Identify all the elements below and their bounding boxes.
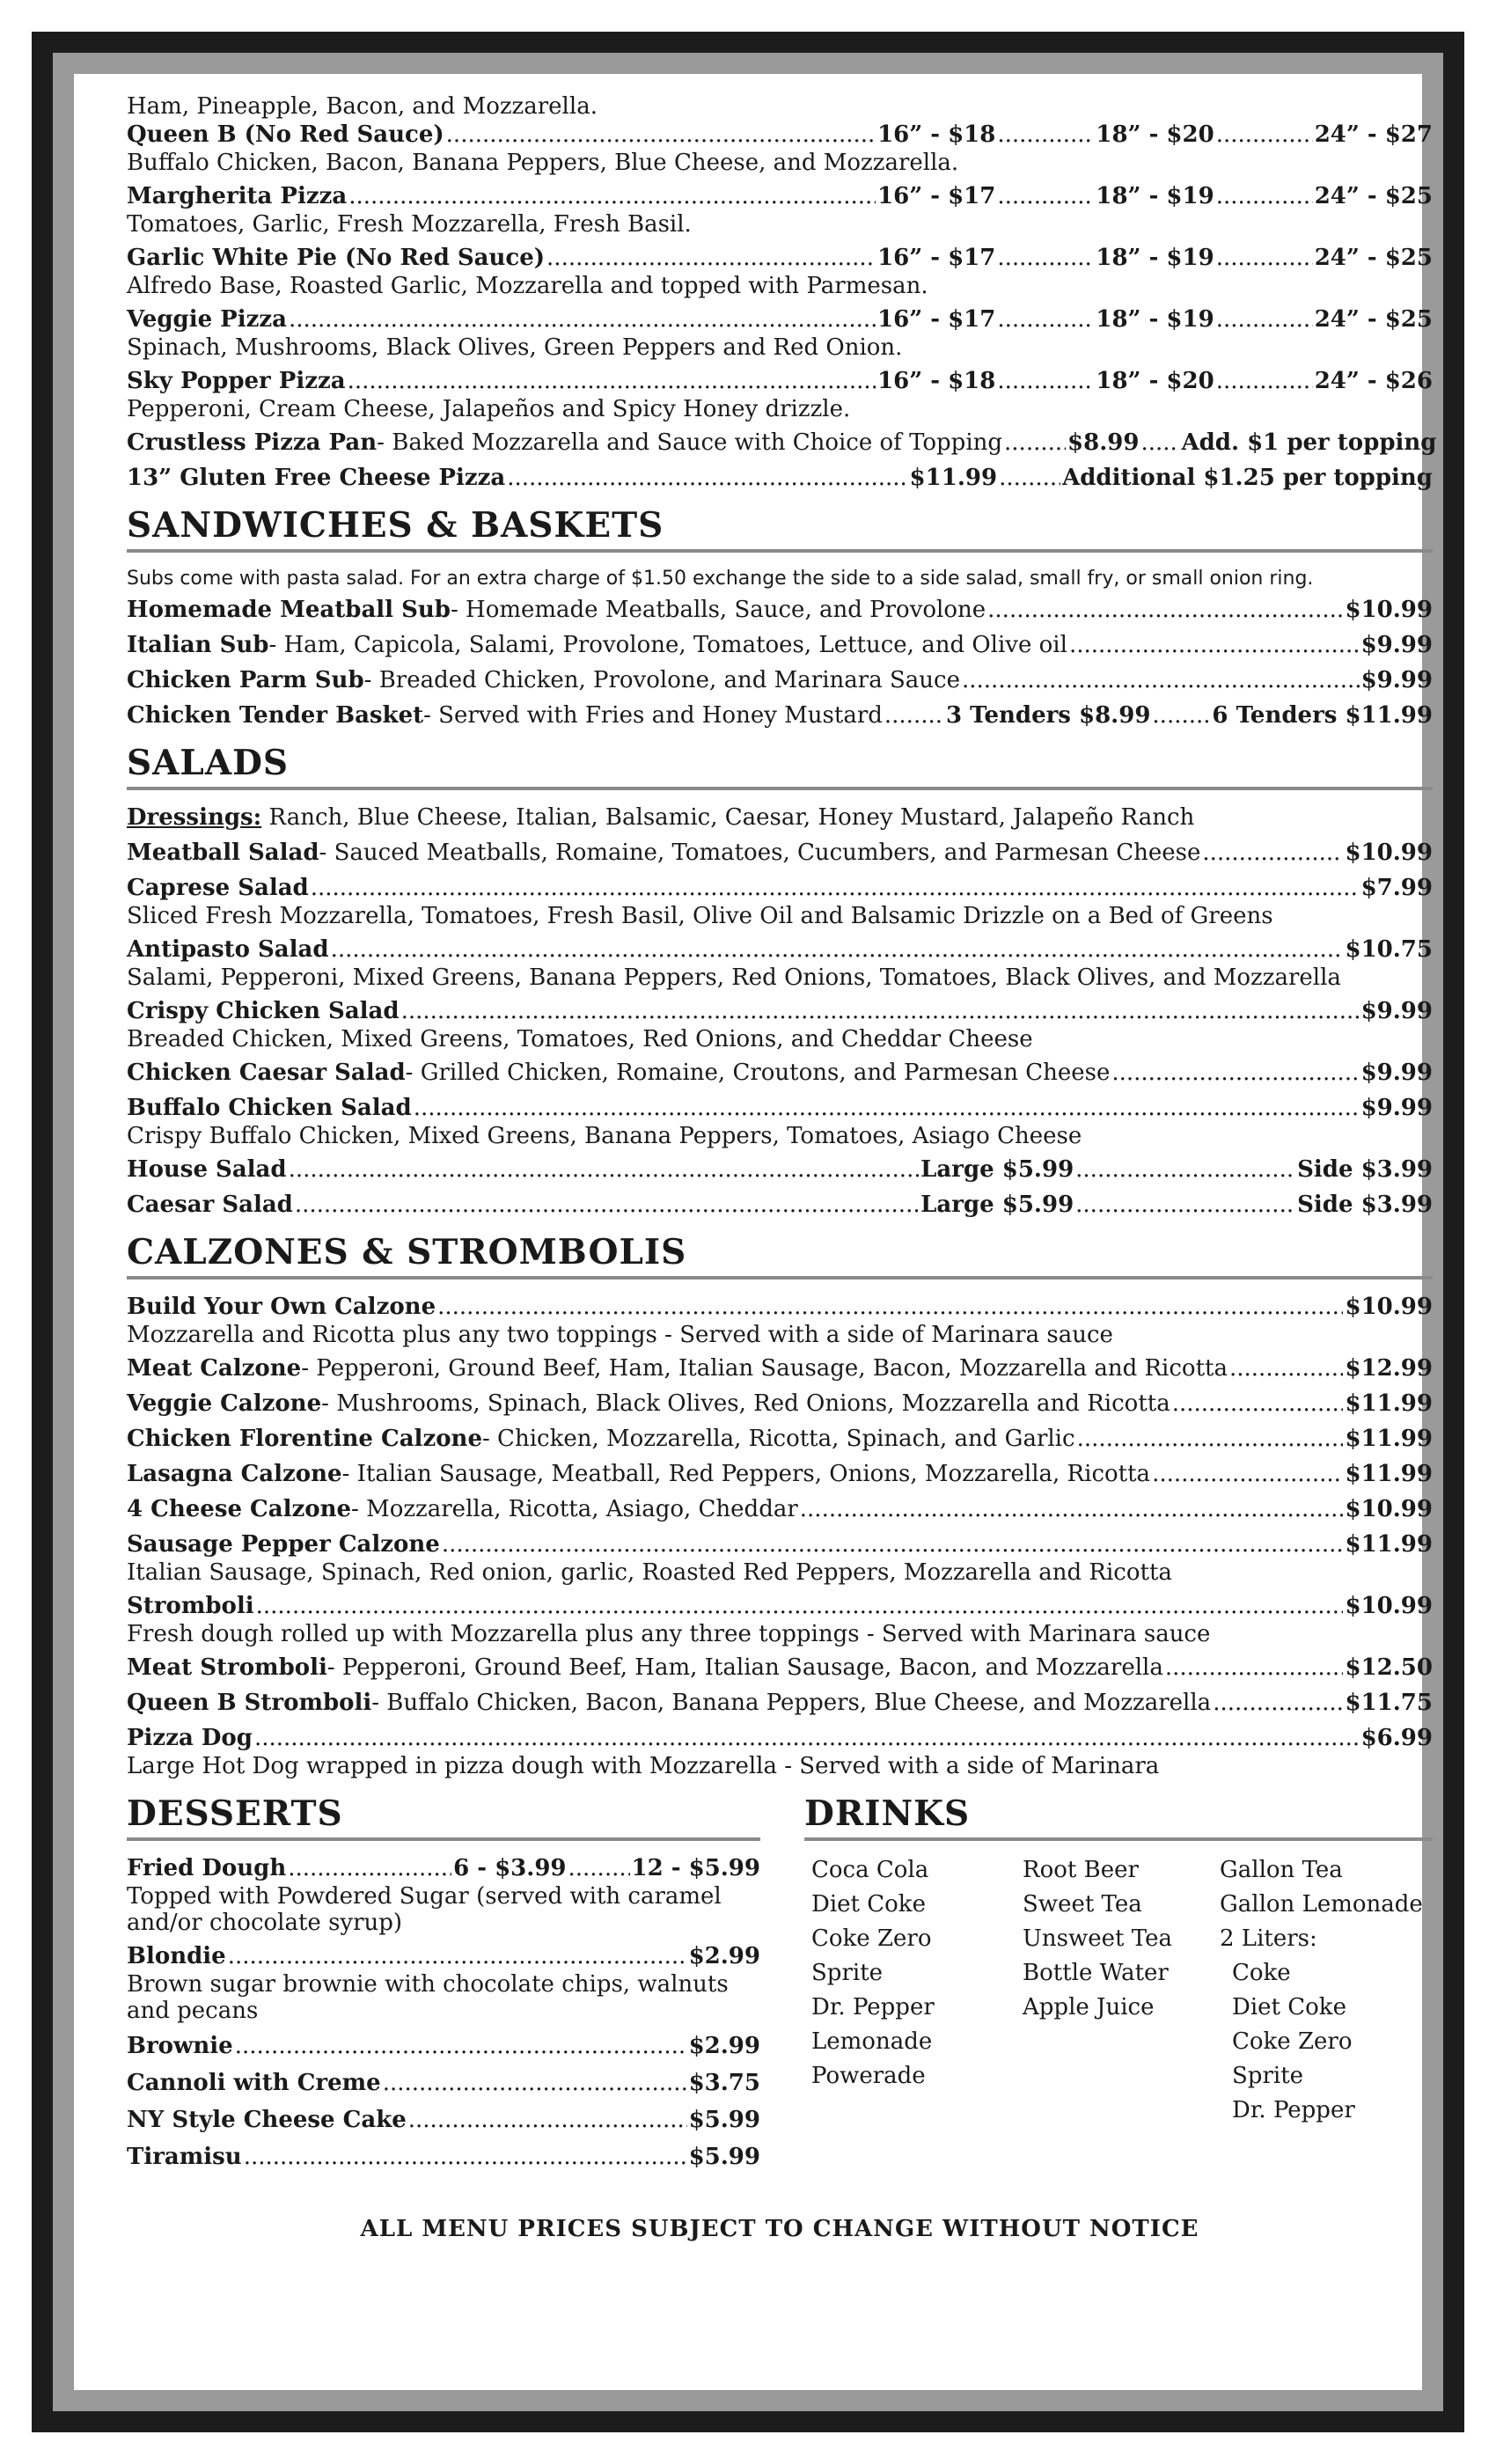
item-desc: Large Hot Dog wrapped in pizza dough with Mozzarella - Served with a side of Marinara (127, 1753, 1160, 1779)
price-18: 18” - $19 (1096, 183, 1214, 209)
item-price: $12.50 (1345, 1654, 1433, 1681)
drink-item: Gallon Tea (1220, 1857, 1343, 1883)
pizza-item (127, 181, 1433, 238)
item-desc: - Pepperoni, Ground Beef, Ham, Italian Sausage, Bacon, Mozzarella and Ricotta (301, 1355, 1228, 1382)
price-16: 16” - $18 (877, 121, 996, 148)
item-desc: - Grilled Chicken, Romaine, Croutons, and Parmesan Cheese (405, 1060, 1111, 1086)
item-desc: - Baked Mozzarella and Sauce with Choice of Topping (377, 429, 1003, 456)
item-desc: Brown sugar brownie with chocolate chips, walnuts and pecans (127, 1971, 729, 2024)
drink-item: Coca Cola (811, 1857, 929, 1883)
item-price: $8.99 (1067, 429, 1140, 456)
item-desc: - Breaded Chicken, Provolone, and Marinara Sauce (363, 667, 960, 693)
price-3-tenders: 3 Tenders $8.99 (945, 702, 1151, 729)
item-name: NY Style Cheese Cake (127, 2107, 407, 2133)
menu-item (127, 1723, 1433, 1779)
price-12: 12 - $5.99 (631, 1855, 760, 1881)
item-name: Crispy Chicken Salad (127, 998, 400, 1024)
item-name: Meat Stromboli (127, 1654, 327, 1681)
item-name: Build Your Own Calzone (127, 1294, 436, 1320)
item-price: $10.99 (1345, 840, 1433, 866)
drink-item: Dr. Pepper (1232, 2097, 1355, 2123)
price-side: Side $3.99 (1297, 1156, 1433, 1183)
item-price: $7.99 (1360, 875, 1433, 901)
item-name: 4 Cheese Calzone (127, 1496, 352, 1522)
item-price: $12.99 (1345, 1355, 1433, 1382)
price-24: 24” - $25 (1314, 245, 1433, 271)
item-price: $6.99 (1360, 1725, 1433, 1751)
item-name: Cannoli with Creme (127, 2070, 381, 2096)
item-price: $5.99 (688, 2107, 760, 2133)
item-price: $11.99 (1345, 1390, 1433, 1417)
price-16: 16” - $18 (877, 368, 996, 394)
item-name: Chicken Caesar Salad (127, 1060, 406, 1086)
item-price: $9.99 (1360, 667, 1433, 693)
crustless-pizza-item (127, 428, 1437, 458)
item-desc: - Sauced Meatballs, Romaine, Tomatoes, Cucumbers, and Parmesan Cheese (319, 840, 1201, 866)
price-24: 24” - $25 (1314, 183, 1433, 209)
calzones-section (127, 1230, 1433, 1779)
item-desc: Italian Sausage, Spinach, Red onion, garlic, Roasted Red Peppers, Mozzarella and Ricotta (127, 1559, 1172, 1586)
item-desc: Fresh dough rolled up with Mozzarella plus any three toppings - Served with Marinara sauce (127, 1621, 1211, 1647)
menu-item (127, 1058, 1433, 1088)
item-name: Caesar Salad (127, 1192, 293, 1218)
desserts-drinks-row (127, 1792, 1433, 2172)
item-name: Queen B (No Red Sauce) (127, 121, 444, 148)
menu-item (127, 2031, 760, 2061)
price-24: 24” - $27 (1314, 121, 1433, 148)
item-name: Buffalo Chicken Salad (127, 1095, 412, 1121)
desserts-section (127, 1792, 760, 2172)
caesar-salad-item (127, 1190, 1433, 1220)
item-price: $9.99 (1360, 1095, 1433, 1121)
item-name: Blondie (127, 1943, 226, 1969)
item-desc: - Mozzarella, Ricotta, Asiago, Cheddar (351, 1496, 798, 1522)
drink-item: Sprite (811, 1960, 884, 1986)
item-desc: Sliced Fresh Mozzarella, Tomatoes, Fresh Basil, Olive Oil and Balsamic Drizzle on a Bed of Greens (127, 903, 1273, 929)
item-name: Lasagna Calzone (127, 1461, 342, 1487)
menu-item (127, 1424, 1433, 1454)
drink-item: Root Beer (1023, 1857, 1139, 1883)
drink-item: Coke Zero (1232, 2028, 1353, 2055)
menu-item (127, 2105, 760, 2135)
menu-content (127, 93, 1437, 2242)
item-desc: - Mushrooms, Spinach, Black Olives, Red Onions, Mozzarella and Ricotta (321, 1390, 1170, 1417)
price-16: 16” - $17 (877, 183, 996, 209)
item-name: Antipasto Salad (127, 936, 329, 963)
pizza-section (127, 93, 1437, 493)
item-extra: Add. $1 per topping (1181, 429, 1437, 456)
menu-item (127, 873, 1433, 929)
price-side: Side $3.99 (1297, 1192, 1433, 1218)
item-price: $3.75 (688, 2070, 760, 2096)
pizza-top-desc: Ham, Pineapple, Bacon, and Mozzarella. (127, 93, 598, 120)
item-name: Margherita Pizza (127, 183, 348, 209)
item-name: Chicken Florentine Calzone (127, 1426, 482, 1452)
menu-item (127, 1494, 1433, 1524)
item-name: Homemade Meatball Sub (127, 597, 451, 623)
item-price: $9.99 (1360, 1060, 1433, 1086)
drink-item: 2 Liters: (1220, 1925, 1317, 1952)
item-desc: Alfredo Base, Roasted Garlic, Mozzarella and topped with Parmesan. (127, 273, 928, 299)
item-price: $10.99 (1345, 1294, 1433, 1320)
menu-item (127, 935, 1433, 991)
price-6: 6 - $3.99 (453, 1855, 567, 1881)
drink-item: Dr. Pepper (811, 1994, 935, 2020)
price-6-tenders: 6 Tenders $11.99 (1212, 702, 1433, 729)
item-desc: - Homemade Meatballs, Sauce, and Provolone (450, 597, 986, 623)
menu-item (127, 1941, 760, 2024)
item-price: $10.99 (1345, 597, 1433, 623)
dressings-line (127, 803, 1433, 832)
drinks-section (804, 1792, 1433, 2172)
item-desc: - Italian Sausage, Meatball, Red Peppers, Onions, Mozzarella, Ricotta (341, 1461, 1151, 1487)
menu-item (127, 838, 1433, 868)
menu-item (127, 595, 1433, 625)
item-name: Garlic White Pie (No Red Sauce) (127, 245, 546, 271)
menu-item (127, 2142, 760, 2172)
item-price: $11.99 (1345, 1531, 1433, 1558)
sandwiches-section (127, 503, 1433, 730)
chicken-tender-basket-item (127, 700, 1433, 730)
item-name: Queen B Stromboli (127, 1690, 372, 1716)
drink-item: Coke (1232, 1960, 1291, 1986)
item-price: $2.99 (688, 2033, 760, 2059)
item-name: Veggie Pizza (127, 306, 287, 333)
item-desc: Pepperoni, Cream Cheese, Jalapeños and Spicy Honey drizzle. (127, 396, 851, 422)
item-name: House Salad (127, 1156, 287, 1183)
menu-item (127, 2068, 760, 2098)
item-name: 13” Gluten Free Cheese Pizza (127, 465, 506, 491)
drink-item: Diet Coke (811, 1891, 926, 1918)
price-disclaimer: ALL MENU PRICES SUBJECT TO CHANGE WITHOUT NOTICE (360, 2216, 1199, 2242)
drink-item: Sweet Tea (1023, 1891, 1142, 1918)
item-price: $11.99 (1345, 1461, 1433, 1487)
drink-item: Coke Zero (811, 1925, 932, 1952)
item-name: Chicken Tender Basket (127, 702, 424, 729)
item-desc: Mozzarella and Ricotta plus any two toppings - Served with a side of Marinara sauce (127, 1322, 1113, 1348)
section-title: DESSERTS (127, 1792, 760, 1841)
menu-item (127, 1688, 1433, 1718)
menu-item (127, 1093, 1433, 1149)
price-18: 18” - $20 (1096, 368, 1214, 394)
menu-outer-border (32, 32, 1464, 2432)
item-desc: Spinach, Mushrooms, Black Olives, Green Peppers and Red Onion. (127, 334, 903, 361)
item-desc: - Chicken, Mozzarella, Ricotta, Spinach, and Garlic (482, 1426, 1075, 1452)
price-large: Large $5.99 (920, 1156, 1074, 1183)
item-desc: Crispy Buffalo Chicken, Mixed Greens, Banana Peppers, Tomatoes, Asiago Cheese (127, 1123, 1082, 1149)
drink-item: Unsweet Tea (1023, 1925, 1172, 1952)
item-name: Stromboli (127, 1593, 254, 1619)
item-price: $9.99 (1360, 998, 1433, 1024)
price-18: 18” - $20 (1096, 121, 1214, 148)
drink-item: Powerade (811, 2063, 926, 2089)
item-name: Sky Popper Pizza (127, 368, 346, 394)
menu-item (127, 996, 1433, 1052)
menu-item (127, 630, 1433, 660)
menu-item (127, 1591, 1433, 1647)
section-title: CALZONES & STROMBOLIS (127, 1230, 1433, 1280)
drink-item: Diet Coke (1232, 1994, 1346, 2020)
price-16: 16” - $17 (877, 245, 996, 271)
menu-item (127, 1353, 1433, 1383)
sandwiches-note: Subs come with pasta salad. For an extra charge of $1.50 exchange the side to a side salad, small fry, or small onion ring. (127, 568, 1314, 590)
dressings-label: Dressings: (127, 804, 262, 831)
fried-dough-item (127, 1853, 760, 1936)
item-desc: Tomatoes, Garlic, Fresh Mozzarella, Fresh Basil. (127, 211, 692, 238)
house-salad-item (127, 1155, 1433, 1184)
menu-item (127, 665, 1433, 695)
item-name: Veggie Calzone (127, 1390, 322, 1417)
item-desc: Buffalo Chicken, Bacon, Banana Peppers, Blue Cheese, and Mozzarella. (127, 150, 959, 176)
drinks-column (1220, 1853, 1423, 2128)
price-24: 24” - $25 (1314, 306, 1433, 333)
drink-item: Bottle Water (1023, 1960, 1169, 1986)
item-name: Crustless Pizza Pan (127, 429, 378, 456)
item-desc: - Buffalo Chicken, Bacon, Banana Peppers, Blue Cheese, and Mozzarella (371, 1690, 1212, 1716)
item-name: Meat Calzone (127, 1355, 302, 1382)
item-name: Sausage Pepper Calzone (127, 1531, 440, 1558)
item-price: $11.75 (1345, 1690, 1433, 1716)
pizza-item (127, 243, 1433, 299)
item-desc: - Served with Fries and Honey Mustard (423, 702, 883, 729)
item-desc: Breaded Chicken, Mixed Greens, Tomatoes, Red Onions, and Cheddar Cheese (127, 1026, 1033, 1052)
pizza-item (127, 120, 1433, 176)
item-desc: Topped with Powdered Sugar (served with caramel and/or chocolate syrup) (127, 1883, 722, 1936)
item-name: Caprese Salad (127, 875, 309, 901)
drinks-list (804, 1853, 1433, 2128)
item-price: $10.75 (1345, 936, 1433, 963)
item-desc: Salami, Pepperoni, Mixed Greens, Banana Peppers, Red Onions, Tomatoes, Black Olives, and Mozzarella (127, 964, 1341, 991)
item-name: Meatball Salad (127, 840, 319, 866)
gluten-free-pizza-item (127, 463, 1433, 493)
item-desc: - Pepperoni, Ground Beef, Ham, Italian Sausage, Bacon, and Mozzarella (326, 1654, 1163, 1681)
menu-page (74, 74, 1437, 2390)
menu-item (127, 1292, 1433, 1348)
menu-gray-frame (53, 53, 1443, 2411)
item-name: Italian Sub (127, 632, 269, 658)
section-title: SANDWICHES & BASKETS (127, 503, 1433, 553)
item-price: $11.99 (909, 465, 998, 491)
pizza-item (127, 304, 1433, 361)
item-desc: - Ham, Capicola, Salami, Provolone, Tomatoes, Lettuce, and Olive oil (268, 632, 1067, 658)
drink-item: Apple Juice (1023, 1994, 1155, 2020)
item-price: $10.99 (1345, 1593, 1433, 1619)
item-name: Tiramisu (127, 2144, 242, 2170)
price-18: 18” - $19 (1096, 245, 1214, 271)
item-name: Pizza Dog (127, 1725, 253, 1751)
item-name: Chicken Parm Sub (127, 667, 364, 693)
price-24: 24” - $26 (1314, 368, 1433, 394)
menu-item (127, 1459, 1433, 1489)
drink-item: Gallon Lemonade (1220, 1891, 1423, 1918)
item-price: $9.99 (1360, 632, 1433, 658)
item-price: $5.99 (688, 2144, 760, 2170)
item-price: $11.99 (1345, 1426, 1433, 1452)
menu-item (127, 1389, 1433, 1419)
drink-item: Lemonade (811, 2028, 933, 2055)
drink-item: Sprite (1232, 2063, 1304, 2089)
drinks-column (1023, 1853, 1220, 2128)
price-16: 16” - $17 (877, 306, 996, 333)
item-name: Brownie (127, 2033, 233, 2059)
section-title: DRINKS (804, 1792, 1433, 1841)
item-price: $2.99 (688, 1943, 760, 1969)
section-title: SALADS (127, 741, 1433, 790)
menu-item (127, 1529, 1433, 1586)
menu-item (127, 1653, 1433, 1683)
item-price: $10.99 (1345, 1496, 1433, 1522)
pizza-item (127, 366, 1433, 422)
price-18: 18” - $19 (1096, 306, 1214, 333)
item-name: Fried Dough (127, 1855, 287, 1881)
item-extra: Additional $1.25 per topping (1062, 465, 1433, 491)
price-large: Large $5.99 (920, 1192, 1074, 1218)
dressings-list: Ranch, Blue Cheese, Italian, Balsamic, Caesar, Honey Mustard, Jalapeño Ranch (261, 804, 1195, 831)
drinks-column (811, 1853, 1023, 2128)
salads-section (127, 741, 1433, 1220)
